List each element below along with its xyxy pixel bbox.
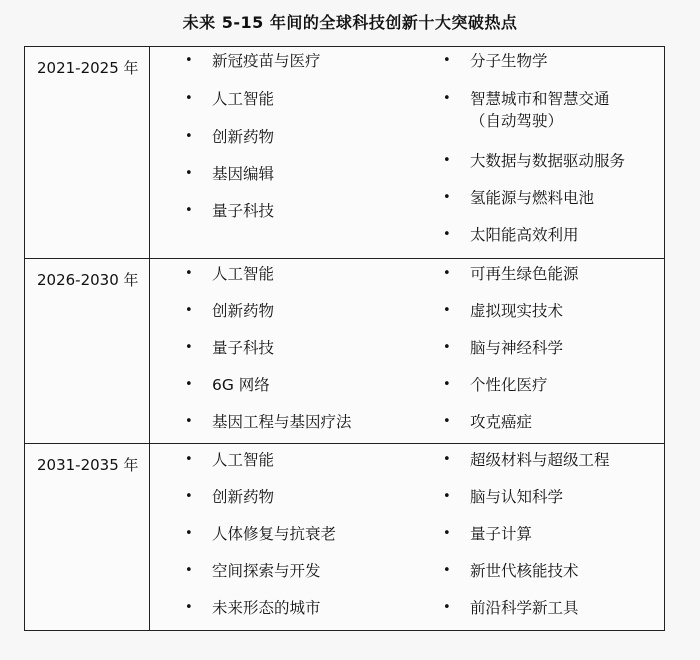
list-item xyxy=(185,200,274,222)
bullet-icon: • xyxy=(185,526,193,541)
item-text: 人工智能 xyxy=(212,451,275,469)
item-text: 可再生绿色能源 xyxy=(470,265,579,283)
list-item xyxy=(443,374,548,396)
bullet-icon: • xyxy=(443,526,451,541)
list-item xyxy=(443,411,532,433)
table-row xyxy=(25,258,664,443)
item-text: 6G 网络 xyxy=(212,376,270,394)
period-label: 2021-2025 年 xyxy=(25,47,150,258)
period-label: 2031-2035 年 xyxy=(25,444,150,631)
item-text: 虚拟现实技术 xyxy=(470,302,564,320)
item-text: 超级材料与超级工程 xyxy=(470,451,610,469)
bullet-icon: • xyxy=(443,303,451,318)
list-item xyxy=(185,486,274,508)
list-item xyxy=(443,486,563,508)
table-row xyxy=(25,443,664,631)
list-item xyxy=(443,150,625,172)
item-text: 基因编辑 xyxy=(212,165,275,183)
bullet-icon: • xyxy=(443,153,451,168)
hotspot-table xyxy=(24,46,665,631)
list-item xyxy=(443,50,548,72)
list-item xyxy=(185,337,274,359)
item-text: 量子科技 xyxy=(212,339,275,357)
list-item xyxy=(443,263,579,285)
list-item xyxy=(185,50,321,72)
item-text: 创新药物 xyxy=(212,488,275,506)
bullet-icon: • xyxy=(185,563,193,578)
list-item xyxy=(443,337,563,359)
bullet-icon: • xyxy=(185,166,193,181)
list-item xyxy=(443,224,579,246)
bullet-icon: • xyxy=(443,91,451,106)
item-text: 基因工程与基因疗法 xyxy=(212,413,352,431)
item-text: 攻克癌症 xyxy=(470,413,533,431)
item-text: 分子生物学 xyxy=(470,52,548,70)
item-text: 人工智能 xyxy=(212,90,275,108)
bullet-icon: • xyxy=(185,489,193,504)
bullet-icon: • xyxy=(443,452,451,467)
item-text: 空间探索与开发 xyxy=(212,562,321,580)
bullet-icon: • xyxy=(443,190,451,205)
list-item xyxy=(443,449,610,471)
list-item xyxy=(185,88,274,110)
item-text: 创新药物 xyxy=(212,302,275,320)
list-item xyxy=(443,597,579,619)
bullet-icon: • xyxy=(443,563,451,578)
bullet-icon: • xyxy=(185,53,193,68)
bullet-icon: • xyxy=(185,600,193,615)
bullet-icon: • xyxy=(443,377,451,392)
item-text: 大数据与数据驱动服务 xyxy=(470,152,626,170)
bullet-icon: • xyxy=(185,340,193,355)
list-item xyxy=(185,126,274,148)
period-label: 2026-2030 年 xyxy=(25,259,150,443)
item-text: 新冠疫苗与医疗 xyxy=(212,52,321,70)
bullet-icon: • xyxy=(443,600,451,615)
page-title: 未来 5-15 年间的全球科技创新十大突破热点 xyxy=(182,13,518,32)
bullet-icon: • xyxy=(443,340,451,355)
item-text: 人工智能 xyxy=(212,265,275,283)
list-item xyxy=(185,263,274,285)
item-text: 人体修复与抗衰老 xyxy=(212,525,337,543)
item-text: 前沿科学新工具 xyxy=(470,599,579,617)
item-text: 脑与神经科学 xyxy=(470,339,564,357)
bullet-icon: • xyxy=(443,53,451,68)
bullet-icon: • xyxy=(185,452,193,467)
bullet-icon: • xyxy=(185,414,193,429)
list-item xyxy=(185,597,321,619)
item-text: 量子科技 xyxy=(212,202,275,220)
bullet-icon: • xyxy=(185,91,193,106)
list-item xyxy=(443,523,532,545)
list-item xyxy=(185,163,274,185)
list-item xyxy=(185,523,336,545)
list-item xyxy=(443,300,563,322)
bullet-icon: • xyxy=(185,129,193,144)
item-text: 创新药物 xyxy=(212,128,275,146)
list-item xyxy=(185,411,352,433)
list-item xyxy=(185,300,274,322)
list-item xyxy=(443,88,610,132)
list-item xyxy=(185,374,270,396)
list-item xyxy=(185,449,274,471)
item-text: 太阳能高效利用 xyxy=(470,226,579,244)
item-text: 未来形态的城市 xyxy=(212,599,321,617)
bullet-icon: • xyxy=(185,377,193,392)
bullet-icon: • xyxy=(185,203,193,218)
item-text: 新世代核能技术 xyxy=(470,562,579,580)
list-item xyxy=(185,560,321,582)
item-subtext: （自动驾驶） xyxy=(470,112,564,130)
list-item xyxy=(443,187,594,209)
item-text: 脑与认知科学 xyxy=(470,488,564,506)
bullet-icon: • xyxy=(443,227,451,242)
bullet-icon: • xyxy=(185,303,193,318)
item-text: 量子计算 xyxy=(470,525,533,543)
bullet-icon: • xyxy=(443,489,451,504)
bullet-icon: • xyxy=(443,414,451,429)
table-row xyxy=(25,47,664,258)
item-text: 智慧城市和智慧交通 xyxy=(470,90,610,108)
bullet-icon: • xyxy=(443,266,451,281)
bullet-icon: • xyxy=(185,266,193,281)
list-item xyxy=(443,560,579,582)
item-text: 氢能源与燃料电池 xyxy=(470,189,595,207)
item-text: 个性化医疗 xyxy=(470,376,548,394)
